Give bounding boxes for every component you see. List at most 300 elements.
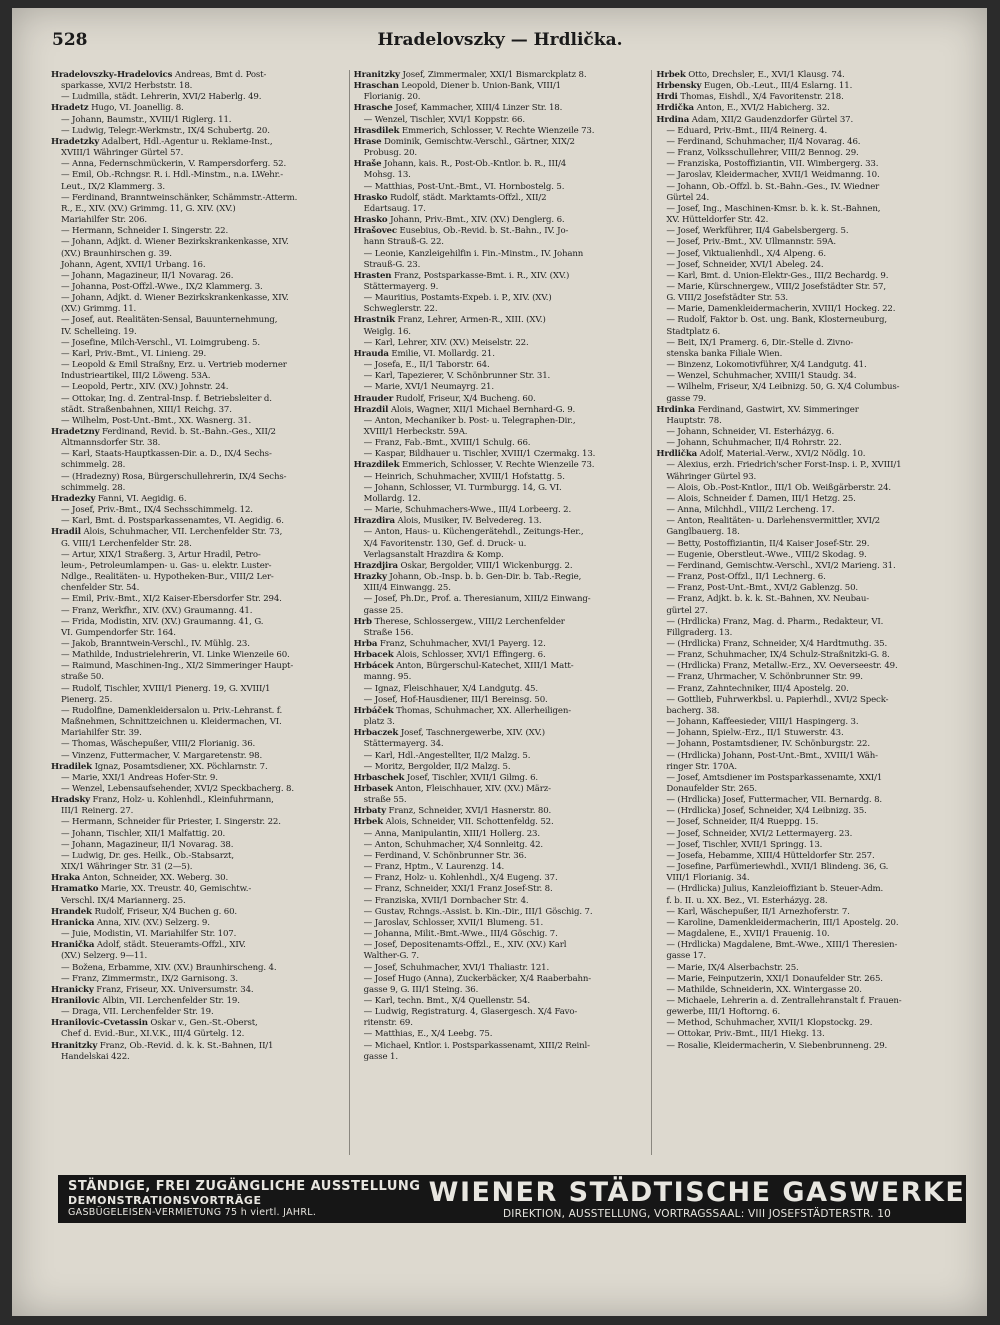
directory-entry	[656, 304, 948, 315]
entry-text: Dominik, Gemischtw.-Verschl., Gärtner, XIX/2	[381, 136, 575, 147]
entry-text: Schweglerstr. 22.	[363, 304, 438, 315]
directory-entry	[51, 382, 343, 393]
entry-text: Ferdinand, Revid. b. St.-Bahn.-Ges., XII/2	[99, 427, 276, 437]
entry-text: — Leopold, Pertr., XIV. (XV.) Johnstr. 24.	[61, 382, 229, 393]
directory-entry	[51, 672, 343, 683]
directory-entry	[51, 684, 343, 695]
directory-entry	[656, 572, 948, 583]
directory-entry	[51, 394, 343, 405]
entry-text: — Josef, Schneider, XVI/1 Abeleg. 24.	[666, 259, 824, 270]
entry-text: städt. Straßenbahnen, XIII/1 Reichg. 37.	[61, 404, 232, 415]
entry-text: XIII/4 Einwangg. 25.	[363, 583, 451, 594]
entry-text: leum-, Petroleumlampen- u. Gas- u. elektr. Luster-	[61, 560, 272, 571]
directory-entry	[354, 527, 646, 538]
directory-entry	[354, 684, 646, 695]
entry-text: — Johann, Baumstr., XVIII/1 Riglerg. 11.	[61, 114, 232, 125]
directory-entry	[354, 672, 646, 683]
entry-text: — Anton, Schuhmacher, X/4 Sonnleitg. 42.	[363, 839, 544, 850]
directory-entry	[354, 360, 646, 371]
entry-surname: Hradil	[51, 527, 81, 538]
entry-text: — Karoline, Damenkleidermacherin, III/1 Apostelg. 20.	[666, 917, 899, 928]
entry-text: Alois, Schlosser, XVI/1 Effingerg. 6.	[393, 650, 546, 661]
directory-entry	[51, 572, 343, 583]
entry-text: (XV.) Braunhirschen g. 39.	[61, 248, 172, 259]
directory-entry	[656, 516, 948, 527]
directory-entry	[51, 840, 343, 851]
directory-entry	[656, 182, 948, 193]
entry-text: — Karl, Tapezierer, V. Schönbrunner Str. 31.	[363, 371, 551, 382]
directory-entry	[354, 215, 646, 226]
directory-entry	[656, 672, 948, 683]
entry-text: — Method, Schuhmacher, XVII/1 Klopstockg. 29.	[666, 1018, 873, 1029]
entry-text: — Johann, Schuhmacher, II/4 Rohrstr. 22.	[666, 438, 842, 449]
entry-surname: Hrašovec	[353, 226, 397, 237]
directory-entry	[51, 907, 343, 918]
entry-text: — Franz, Fab.-Bmt., XVIII/1 Schulg. 66.	[363, 438, 531, 449]
entry-text: — Franz, Hptm., V. Laurenzg. 14.	[363, 862, 505, 873]
entry-surname: Hrdi	[656, 92, 678, 103]
entry-text: Franz, Postsparkasse-Bmt. i. R., XIV. (XV.)	[391, 270, 570, 281]
directory-entry	[51, 639, 343, 650]
entry-text: — Franz, Holz- u. Kohlenhdl., X/4 Eugeng. 37.	[363, 873, 558, 884]
entry-surname: Hrdinka	[656, 404, 695, 415]
entry-text: — Michaele, Lehrerin a. d. Zentrallehranstalt f. Frauen-	[666, 995, 902, 1006]
entry-text: Mollardg. 12.	[363, 493, 421, 504]
directory-entry	[354, 472, 646, 483]
directory-entry	[51, 739, 343, 750]
entry-text: Ganglbauerg. 18.	[666, 527, 740, 538]
directory-entry	[656, 896, 948, 907]
directory-entry	[354, 416, 646, 427]
advertisement-right-block	[428, 1178, 966, 1221]
entry-text: Johann, Agent, XVII/1 Urbang. 16.	[61, 259, 206, 270]
entry-text: — Franziska, Postoffiziantin, VII. Wimbergerg. 33.	[666, 159, 879, 170]
directory-columns	[50, 70, 948, 1155]
directory-entry	[354, 505, 646, 516]
directory-entry	[51, 594, 343, 605]
directory-entry	[354, 126, 646, 137]
directory-entry	[51, 349, 343, 360]
entry-text: Ferdinand, Gastwirt, XV. Simmeringer	[695, 404, 859, 415]
entry-text: — Michael, Kntlor. i. Postsparkassenamt, XIII/2 Reinl-	[363, 1040, 590, 1051]
directory-entry	[354, 539, 646, 550]
entry-text: — Betty, Postoffiziantin, II/4 Kaiser Josef-Str. 29.	[666, 538, 870, 549]
advertisement-line-1: STÄNDIGE, FREI ZUGÄNGLICHE AUSSTELLUNG	[68, 1178, 421, 1194]
directory-entry	[354, 193, 646, 204]
directory-entry	[354, 81, 646, 92]
entry-text: — Franz, Werkfhr., XIV. (XV.) Graumanng. 41.	[61, 605, 253, 616]
entry-text: — Josefa, Hebamme, XIII/4 Hütteldorfer Str. 257.	[666, 850, 875, 861]
entry-text: — Karl, Wäschepußer, II/1 Arnezhoferstr. 7.	[666, 906, 850, 917]
entry-text: VIII/1 Florianig. 34.	[666, 873, 750, 884]
directory-entry	[51, 1029, 343, 1040]
directory-entry	[354, 751, 646, 762]
directory-entry	[656, 695, 948, 706]
directory-entry	[656, 773, 948, 784]
directory-entry	[354, 282, 646, 293]
directory-entry	[51, 762, 343, 773]
entry-surname: Hrasche	[353, 103, 393, 114]
directory-entry	[354, 204, 646, 215]
directory-entry	[354, 349, 646, 360]
directory-column-3	[651, 70, 948, 1155]
entry-text: — Karl, Bmt. d. Union-Elektr-Ges., III/2 Bechardg. 9.	[666, 270, 889, 281]
entry-text: — Ludwig, Telegr.-Werkmstr., IX/4 Schubertg. 20.	[61, 125, 270, 136]
directory-entry	[354, 940, 646, 951]
entry-text: — Wenzel, Schuhmacher, XVIII/1 Staudg. 34.	[666, 371, 857, 382]
entry-text: — Binzenz, Lokomotivführer, X/4 Landgutg. 41.	[666, 360, 867, 371]
entry-surname: Hrazdjira	[353, 560, 398, 571]
entry-surname: Hrbacek	[353, 650, 394, 661]
directory-entry	[51, 996, 343, 1007]
directory-entry	[51, 226, 343, 237]
directory-entry	[656, 338, 948, 349]
directory-entry	[656, 460, 948, 471]
directory-entry	[354, 1007, 646, 1018]
entry-text: — Mathilde, Industrielehrerin, VI. Linke Wienzeile 60.	[61, 650, 290, 661]
directory-entry	[656, 829, 948, 840]
entry-text: — Mathilde, Schneiderin, XX. Wintergasse 20.	[666, 984, 862, 995]
entry-text: — Johann, Ob.-Offzl. b. St.-Bahn.-Ges., IV. Wiedner	[666, 181, 880, 192]
entry-text: Probusg. 20.	[363, 148, 418, 159]
entry-text: Hugo, VI. Joanellig. 8.	[88, 103, 184, 114]
entry-text: — Marie, XXI/1 Andreas Hofer-Str. 9.	[61, 772, 218, 783]
directory-entry	[51, 784, 343, 795]
directory-entry	[656, 817, 948, 828]
directory-entry	[51, 1052, 343, 1063]
entry-text: gasse 9, G. III/1 Steing. 36.	[363, 984, 479, 995]
entry-text: Stadtplatz 6.	[666, 326, 721, 337]
entry-surname: Hradetzny	[51, 427, 100, 437]
directory-entry	[354, 1029, 646, 1040]
directory-entry	[656, 561, 948, 572]
entry-text: manng. 95.	[363, 672, 412, 683]
entry-text: — Josef, Werkführer, II/4 Gabelsbergerg. 5.	[666, 226, 849, 237]
entry-text: — Eduard, Priv.-Bmt., III/4 Reinerg. 4.	[666, 125, 828, 136]
directory-entry	[656, 327, 948, 338]
directory-entry	[51, 896, 343, 907]
directory-entry	[354, 460, 646, 471]
entry-text: Josef, Tischler, XVII/1 Gilmg. 6.	[404, 772, 538, 783]
directory-entry	[656, 360, 948, 371]
entry-text: Emmerich, Schlosser, V. Rechte Wienzeile 73.	[399, 125, 595, 136]
directory-entry	[656, 293, 948, 304]
entry-text: Franz, Ob.-Revid. d. k. k. St.-Bahnen, II/1	[97, 1040, 274, 1051]
directory-entry	[354, 739, 646, 750]
entry-text: — Raimund, Maschinen-Ing., XI/2 Simmeringer Haupt-	[61, 661, 294, 672]
entry-text: — Johann, Adjkt. d. Wiener Bezirkskrankenkasse, XIV.	[61, 237, 289, 248]
directory-entry	[656, 940, 948, 951]
directory-column-1	[50, 70, 343, 1155]
directory-entry	[354, 650, 646, 661]
directory-entry	[51, 706, 343, 717]
entry-text: Mariahilfer Str. 39.	[61, 728, 142, 739]
directory-entry	[354, 706, 646, 717]
entry-text: — Anna, Manipulantin, XIII/1 Hollerg. 23.	[363, 828, 540, 839]
directory-entry	[51, 617, 343, 628]
directory-entry	[656, 717, 948, 728]
entry-text: — Marie, Schuhmachers-Wwe., III/4 Lorbeerg. 2.	[363, 505, 572, 516]
entry-text: Anton, E., XVI/2 Habicherg. 32.	[693, 103, 830, 114]
directory-entry	[51, 795, 343, 806]
directory-entry	[51, 873, 343, 884]
directory-entry	[51, 304, 343, 315]
directory-entry	[656, 472, 948, 483]
directory-entry	[656, 806, 948, 817]
entry-text: — Anna, Milchhdl., VIII/2 Lercheng. 17.	[666, 505, 835, 516]
entry-text: Thomas, Schuhmacher, XX. Allerheiligen-	[393, 705, 571, 716]
entry-text: — Anna, Federnschmückerin, V. Rampersdorferg. 52.	[61, 159, 287, 170]
directory-entry	[51, 851, 343, 862]
directory-entry	[656, 873, 948, 884]
entry-text: — Karl, Bmt. d. Postsparkassenamtes, VI. Aegidig. 6.	[61, 516, 284, 527]
directory-entry	[656, 639, 948, 650]
entry-text: — Josef, Schneider, II/4 Rueppg. 15.	[666, 817, 819, 828]
page-header	[0, 30, 1000, 60]
entry-text: Eusebius, Ob.-Revid. b. St.-Bahn., IV. Jo-	[396, 226, 569, 237]
directory-entry	[51, 728, 343, 739]
entry-text: Fanni, VI. Aegidig. 6.	[95, 493, 187, 504]
directory-entry	[354, 561, 646, 572]
directory-entry	[354, 103, 646, 114]
directory-entry	[354, 338, 646, 349]
entry-text: — Franz, Post-Unt.-Bmt., XVI/2 Gablenzg. 50.	[666, 583, 858, 594]
entry-surname: Hraše	[353, 159, 382, 170]
directory-entry	[656, 650, 948, 661]
entry-text: G. VIII/1 Lerchenfelder Str. 28.	[61, 538, 192, 549]
entry-text: — (Hrdlicka) Magdalene, Bmt.-Wwe., XIII/1 Theresien-	[666, 940, 898, 951]
entry-text: — Franz, Schuhmacher, IX/4 Schulz-Straßnitzki-G. 8.	[666, 650, 890, 661]
entry-text: Franz, Schneider, XVI/1 Hasnerstr. 80.	[385, 806, 552, 817]
directory-entry	[51, 717, 343, 728]
directory-entry	[354, 639, 646, 650]
entry-text: — Franz, Zahntechniker, III/4 Apostelg. 20.	[666, 683, 849, 694]
entry-text: — Johann, Kaffeesieder, VIII/1 Haspingerg. 3.	[666, 717, 859, 728]
entry-surname: Hrbek	[656, 70, 686, 80]
entry-text: — Josef, Schuhmacher, XVI/1 Thaliastr. 121.	[363, 962, 550, 973]
entry-text: Mariahilfer Str. 206.	[61, 215, 147, 226]
directory-entry	[656, 1029, 948, 1040]
entry-text: — Marie, IX/4 Alserbachstr. 25.	[666, 962, 799, 973]
directory-entry	[51, 862, 343, 873]
entry-text: — Franz, Volksschullehrer, VIII/2 Bennog. 29.	[666, 148, 859, 159]
directory-entry	[354, 974, 646, 985]
entry-text: — Josef, Viktualienhdl., X/4 Alpeng. 6.	[666, 248, 826, 259]
entry-text: — Alois, Schneider f. Damen, III/1 Hetzg. 25.	[666, 493, 856, 504]
entry-surname: Hranička	[51, 940, 95, 951]
entry-text: — Vinzenz, Futtermacher, V. Margaretenstr. 98.	[61, 750, 263, 761]
entry-text: — Ferdinand, V. Schönbrunner Str. 36.	[363, 850, 527, 861]
entry-text: — Josef, Priv.-Bmt., IX/4 Sechsschimmelg. 12.	[61, 505, 253, 516]
entry-text: Altmannsdorfer Str. 38.	[61, 438, 161, 449]
directory-entry	[656, 394, 948, 405]
directory-entry	[354, 762, 646, 773]
entry-text: Ignaz, Posamtsdiener, XX. Pöchlarnstr. 7.	[91, 761, 268, 772]
entry-text: Leut., IX/2 Klammerg. 3.	[61, 181, 165, 192]
entry-text: — Josef, Priv.-Bmt., XV. Ullmannstr. 59A.	[666, 237, 836, 248]
entry-text: — Ottokar, Priv.-Bmt., III/1 Hiekg. 13.	[666, 1029, 825, 1040]
entry-surname: Hrdička	[656, 103, 694, 114]
directory-entry	[354, 70, 646, 81]
advertisement-brand: WIENER STÄDTISCHE GASWERKE	[428, 1176, 966, 1208]
entry-text: — Gottlieb, Fuhrwerkbsl. u. Papierhdl., XVI/2 Speck-	[666, 694, 889, 705]
entry-text: — Franz, Zimmermstr., IX/2 Garnisong. 3.	[61, 973, 238, 984]
directory-entry	[656, 985, 948, 996]
directory-entry	[354, 550, 646, 561]
directory-entry	[354, 806, 646, 817]
directory-entry	[51, 460, 343, 471]
directory-entry	[354, 293, 646, 304]
entry-text: Fillgraderg. 13.	[666, 627, 733, 638]
directory-entry	[51, 494, 343, 505]
entry-text: Franz, Holz- u. Kohlenhdl., Kleinfuhrmann,	[89, 795, 274, 806]
entry-text: Hauptstr. 78.	[666, 415, 722, 426]
entry-text: — Rosalie, Kleidermacherin, V. Siebenbrunneng. 29.	[666, 1040, 888, 1051]
entry-surname: Hrasko	[353, 192, 388, 203]
entry-text: Rudolf, Friseur, X/4 Buchen g. 60.	[91, 906, 237, 917]
directory-entry	[51, 806, 343, 817]
entry-surname: Hranilovic	[51, 995, 100, 1006]
advertisement-line-3: GASBÜGELEISEN-VERMIETUNG 75 h viertl. JAHRL.	[68, 1206, 317, 1218]
entry-text: X/4 Favoritenstr. 130, Gef. d. Druck- u.	[363, 538, 527, 549]
entry-surname: Hrdlička	[656, 449, 698, 460]
directory-entry	[354, 907, 646, 918]
entry-text: — Josef, Tischler, XVII/1 Springg. 13.	[666, 839, 823, 850]
entry-text: — Marie, Kürschnergew., VIII/2 Josefstädter Str. 57,	[666, 281, 886, 292]
directory-entry	[354, 617, 646, 628]
directory-entry	[354, 226, 646, 237]
entry-text: — Anton, Mechaniker b. Post- u. Telegraphen-Dir.,	[363, 415, 576, 426]
entry-text: stenska banka Filiale Wien.	[666, 348, 783, 359]
directory-entry	[656, 974, 948, 985]
directory-entry	[656, 907, 948, 918]
entry-text: III/1 Reinerg. 27.	[61, 806, 134, 817]
directory-entry	[354, 92, 646, 103]
entry-text: Josef, Taschnergewerbe, XIV. (XV.)	[398, 728, 545, 739]
entry-text: — Marie, Damenkleidermacherin, XVIII/1 Hockeg. 22.	[666, 304, 896, 315]
directory-entry	[656, 282, 948, 293]
entry-text: Edartsaug. 17.	[363, 203, 426, 214]
directory-entry	[51, 661, 343, 672]
entry-text: Johann, Priv.-Bmt., XIV. (XV.) Denglerg. 6.	[387, 215, 565, 226]
entry-text: gürtel 27.	[666, 605, 708, 616]
directory-entry	[656, 483, 948, 494]
entry-text: — Božena, Erbamme, XIV. (XV.) Braunhirscheng. 4.	[61, 962, 277, 973]
directory-entry	[656, 427, 948, 438]
directory-entry	[51, 606, 343, 617]
directory-entry	[656, 862, 948, 873]
directory-entry	[656, 494, 948, 505]
entry-text: Stättermayerg. 34.	[363, 739, 444, 750]
directory-entry	[51, 483, 343, 494]
entry-text: Thomas, Eishdl., X/4 Favoritenstr. 218.	[677, 92, 844, 103]
entry-text: XVIII/1 Herbeckstr. 59A.	[363, 427, 468, 437]
entry-text: — Karl, Staats-Hauptkassen-Dir. a. D., IX/4 Sechs-	[61, 449, 272, 460]
directory-entry	[354, 271, 646, 282]
entry-text: — Franz, Adjkt. b. k. k. St.-Bahnen, XV. Neubau-	[666, 594, 870, 605]
directory-entry	[51, 918, 343, 929]
directory-entry	[51, 516, 343, 527]
entry-surname: Hrbek	[353, 817, 384, 828]
entry-text: Florianig. 20.	[363, 92, 421, 103]
entry-text: — Josef Hugo (Anna), Zuckerbäcker, X/4 Raaberbahn-	[363, 973, 592, 984]
entry-text: G. VIII/2 Josefstädter Str. 53.	[666, 293, 788, 304]
entry-text: — Wenzel, Tischler, XVI/1 Koppstr. 66.	[363, 114, 525, 125]
entry-text: — Josef, Schneider, XVI/2 Lettermayerg. 23.	[666, 828, 853, 839]
directory-entry	[354, 1018, 646, 1029]
directory-entry	[354, 728, 646, 739]
directory-entry	[51, 650, 343, 661]
directory-entry	[51, 327, 343, 338]
entry-text: — Beit, IX/1 Pramerg. 6, Dir.-Stelle d. Živno-	[666, 337, 854, 348]
directory-entry	[51, 628, 343, 639]
directory-entry	[354, 896, 646, 907]
entry-text: — Josef, Ing., Maschinen-Kmsr. b. k. k. St.-Bahnen,	[666, 203, 881, 214]
directory-column-2	[349, 70, 646, 1155]
entry-text: — Anton, Haus- u. Küchengerätehdl., Zeitungs-Her.,	[363, 527, 584, 538]
directory-entry	[354, 327, 646, 338]
directory-entry	[656, 226, 948, 237]
directory-entry	[354, 516, 646, 527]
entry-text: — Franz, Post-Offzl., II/1 Lechnerg. 6.	[666, 572, 826, 583]
directory-entry	[354, 695, 646, 706]
entry-text: — Leopold & Emil Straßny, Erz. u. Vertrieb moderner	[61, 360, 287, 371]
entry-text: — Leonie, Kanzleigehilfin i. Fin.-Minstm., IV. Johann	[363, 248, 584, 259]
directory-entry	[51, 159, 343, 170]
directory-entry	[656, 884, 948, 895]
directory-entry	[354, 115, 646, 126]
entry-text: — Johann, Spielw.-Erz., II/1 Stuwerstr. 43.	[666, 728, 844, 739]
entry-text: Straße 156.	[363, 627, 414, 638]
directory-entry	[656, 315, 948, 326]
directory-entry	[51, 963, 343, 974]
entry-text: — Karl, Lehrer, XIV. (XV.) Meiselstr. 22.	[363, 337, 529, 348]
entry-text: Mohsg. 13.	[363, 170, 411, 181]
entry-text: — (Hrdlicka) Franz, Mag. d. Pharm., Redakteur, VI.	[666, 616, 884, 627]
directory-entry	[51, 249, 343, 260]
entry-surname: Hrazdira	[353, 516, 395, 527]
entry-text: — Ignaz, Fleischhauer, X/4 Landgutg. 45.	[363, 683, 538, 694]
entry-text: — Franz, Schneider, XXI/1 Franz Josef-Str. 8.	[363, 884, 553, 895]
entry-text: f. b. II. u. XX. Bez., VI. Esterházyg. 28.	[666, 895, 828, 906]
entry-text: Franz, Schuhmacher, XVI/1 Payerg. 12.	[377, 638, 546, 649]
entry-surname: Hranilovic-Cvetassin	[51, 1018, 148, 1029]
directory-entry	[656, 193, 948, 204]
entry-text: Johann, Ob.-Insp. b. b. Gen-Dir. b. Tab.-Regie,	[386, 572, 582, 583]
advertisement-line-2: DEMONSTRATIONSVORTRÄGE	[68, 1193, 262, 1207]
entry-text: Chef d. Evid.-Bur., XI.V.K., III/4 Gürtelg. 12.	[61, 1029, 245, 1040]
directory-entry	[51, 751, 343, 762]
entry-text: — Matthias, Post-Unt.-Bmt., VI. Hornbostelg. 5.	[363, 181, 565, 192]
entry-text: — Alexius, erzh. Friedrich'scher Forst-Insp. i. P., XVIII/1	[666, 460, 902, 471]
directory-entry	[51, 315, 343, 326]
entry-surname: Hrauda	[353, 348, 389, 359]
directory-entry	[656, 762, 948, 773]
directory-entry	[51, 974, 343, 985]
entry-text: Josef, Zimmermaler, XXI/1 Bismarckplatz 8.	[399, 70, 587, 80]
entry-text: ringer Str. 170A.	[666, 761, 737, 772]
entry-text: — (Hrdlicka) Franz, Schneider, X/4 Hardtmuthg. 35.	[666, 638, 888, 649]
entry-surname: Hrbaczek	[353, 728, 399, 739]
directory-entry	[51, 237, 343, 248]
directory-entry	[656, 1041, 948, 1052]
entry-text: — Wenzel, Lebensaufsehender, XVI/2 Speckbacherg. 8.	[61, 784, 294, 794]
directory-entry	[354, 304, 646, 315]
entry-text: — Josefa, E., II/1 Taborstr. 64.	[363, 360, 490, 371]
entry-text: Josef, Kammacher, XIII/4 Linzer Str. 18.	[392, 103, 563, 114]
directory-entry	[51, 193, 343, 204]
entry-text: XVIII/1 Währinger Gürtel 57.	[61, 148, 184, 159]
